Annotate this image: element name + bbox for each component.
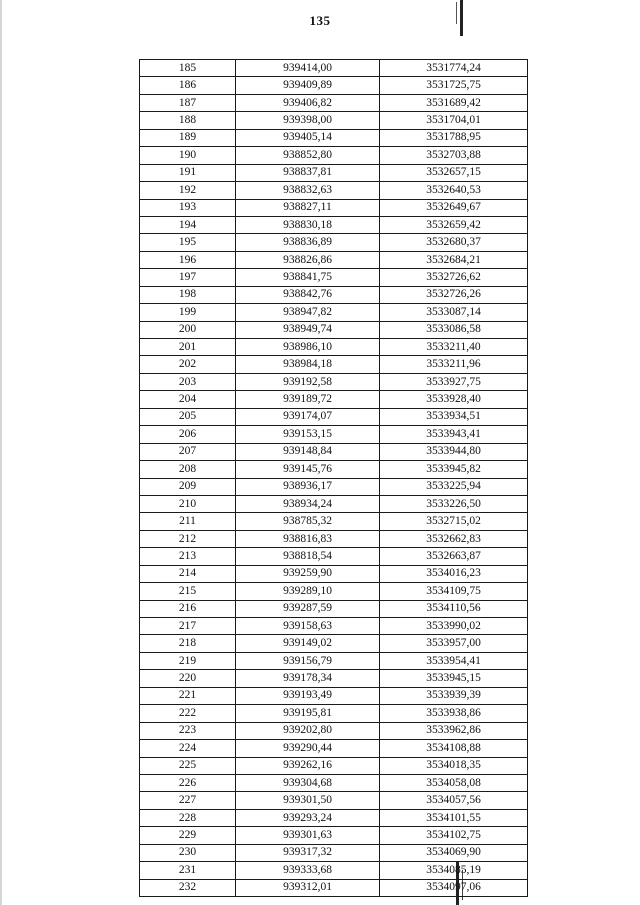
y-coordinate-cell: 3533086,58 — [380, 321, 528, 338]
point-number-cell: 197 — [140, 269, 236, 286]
y-coordinate-cell: 3534057,56 — [380, 792, 528, 809]
table-row — [140, 722, 528, 739]
point-number-cell: 219 — [140, 652, 236, 669]
x-coordinate-cell: 938984,18 — [236, 356, 380, 373]
x-coordinate-cell: 938934,24 — [236, 495, 380, 512]
y-coordinate-cell: 3532726,26 — [380, 286, 528, 303]
x-coordinate-cell: 939409,89 — [236, 77, 380, 94]
table-row — [140, 216, 528, 233]
y-coordinate-cell: 3533954,41 — [380, 652, 528, 669]
point-number-cell: 191 — [140, 164, 236, 181]
x-coordinate-cell: 939193,49 — [236, 687, 380, 704]
point-number-cell: 208 — [140, 461, 236, 478]
table-row — [140, 827, 528, 844]
y-coordinate-cell: 3531689,42 — [380, 94, 528, 111]
y-coordinate-cell: 3533939,39 — [380, 687, 528, 704]
x-coordinate-cell: 938852,80 — [236, 147, 380, 164]
table-row — [140, 844, 528, 861]
table-row — [140, 583, 528, 600]
point-number-cell: 215 — [140, 583, 236, 600]
point-number-cell: 200 — [140, 321, 236, 338]
point-number-cell: 231 — [140, 862, 236, 879]
point-number-cell: 192 — [140, 182, 236, 199]
x-coordinate-cell: 939289,10 — [236, 583, 380, 600]
x-coordinate-cell: 939158,63 — [236, 618, 380, 635]
point-number-cell: 229 — [140, 827, 236, 844]
y-coordinate-cell: 3533938,86 — [380, 705, 528, 722]
x-coordinate-cell: 939312,01 — [236, 879, 380, 896]
table-row — [140, 234, 528, 251]
table-row — [140, 408, 528, 425]
point-number-cell: 220 — [140, 670, 236, 687]
y-coordinate-cell: 3532726,62 — [380, 269, 528, 286]
table-row — [140, 426, 528, 443]
y-coordinate-cell: 3531725,75 — [380, 77, 528, 94]
y-coordinate-cell: 3534101,55 — [380, 809, 528, 826]
point-number-cell: 209 — [140, 478, 236, 495]
point-number-cell: 195 — [140, 234, 236, 251]
table-row — [140, 862, 528, 879]
y-coordinate-cell: 3533211,96 — [380, 356, 528, 373]
coordinates-table-container — [139, 59, 524, 897]
table-row — [140, 94, 528, 111]
point-number-cell: 214 — [140, 565, 236, 582]
point-number-cell: 204 — [140, 391, 236, 408]
y-coordinate-cell: 3533944,80 — [380, 443, 528, 460]
table-row — [140, 565, 528, 582]
point-number-cell: 223 — [140, 722, 236, 739]
table-row — [140, 443, 528, 460]
y-coordinate-cell: 3533945,15 — [380, 670, 528, 687]
table-row — [140, 77, 528, 94]
point-number-cell: 210 — [140, 495, 236, 512]
y-coordinate-cell: 3534102,75 — [380, 827, 528, 844]
table-row — [140, 774, 528, 791]
table-row — [140, 199, 528, 216]
point-number-cell: 218 — [140, 635, 236, 652]
y-coordinate-cell: 3533226,50 — [380, 495, 528, 512]
point-number-cell: 205 — [140, 408, 236, 425]
x-coordinate-cell: 939195,81 — [236, 705, 380, 722]
table-row — [140, 879, 528, 896]
point-number-cell: 216 — [140, 600, 236, 617]
y-coordinate-cell: 3533990,02 — [380, 618, 528, 635]
point-number-cell: 189 — [140, 129, 236, 146]
y-coordinate-cell: 3532703,88 — [380, 147, 528, 164]
x-coordinate-cell: 938827,11 — [236, 199, 380, 216]
y-coordinate-cell: 3532684,21 — [380, 251, 528, 268]
point-number-cell: 199 — [140, 304, 236, 321]
x-coordinate-cell: 938936,17 — [236, 478, 380, 495]
x-coordinate-cell: 939156,79 — [236, 652, 380, 669]
point-number-cell: 198 — [140, 286, 236, 303]
x-coordinate-cell: 939304,68 — [236, 774, 380, 791]
table-row — [140, 513, 528, 530]
x-coordinate-cell: 938949,74 — [236, 321, 380, 338]
x-coordinate-cell: 939406,82 — [236, 94, 380, 111]
x-coordinate-cell: 938832,63 — [236, 182, 380, 199]
x-coordinate-cell: 939301,63 — [236, 827, 380, 844]
y-coordinate-cell: 3533225,94 — [380, 478, 528, 495]
table-row — [140, 530, 528, 547]
x-coordinate-cell: 939317,32 — [236, 844, 380, 861]
table-row — [140, 600, 528, 617]
x-coordinate-cell: 938818,54 — [236, 548, 380, 565]
x-coordinate-cell: 939293,24 — [236, 809, 380, 826]
y-coordinate-cell: 3533927,75 — [380, 373, 528, 390]
table-row — [140, 321, 528, 338]
x-coordinate-cell: 939148,84 — [236, 443, 380, 460]
y-coordinate-cell: 3534085,19 — [380, 862, 528, 879]
table-row — [140, 391, 528, 408]
table-row — [140, 182, 528, 199]
page-number: 135 — [309, 13, 331, 28]
point-number-cell: 225 — [140, 757, 236, 774]
table-row — [140, 548, 528, 565]
point-number-cell: 212 — [140, 530, 236, 547]
y-coordinate-cell: 3531704,01 — [380, 112, 528, 129]
y-coordinate-cell: 3533957,00 — [380, 635, 528, 652]
point-number-cell: 202 — [140, 356, 236, 373]
x-coordinate-cell: 939202,80 — [236, 722, 380, 739]
x-coordinate-cell: 938816,83 — [236, 530, 380, 547]
y-coordinate-cell: 3532663,87 — [380, 548, 528, 565]
y-coordinate-cell: 3533087,14 — [380, 304, 528, 321]
point-number-cell: 221 — [140, 687, 236, 704]
table-row — [140, 286, 528, 303]
point-number-cell: 222 — [140, 705, 236, 722]
point-number-cell: 190 — [140, 147, 236, 164]
x-coordinate-cell: 939153,15 — [236, 426, 380, 443]
y-coordinate-cell: 3532657,15 — [380, 164, 528, 181]
point-number-cell: 217 — [140, 618, 236, 635]
table-row — [140, 269, 528, 286]
x-coordinate-cell: 939301,50 — [236, 792, 380, 809]
point-number-cell: 227 — [140, 792, 236, 809]
table-row — [140, 670, 528, 687]
x-coordinate-cell: 938841,75 — [236, 269, 380, 286]
table-row — [140, 618, 528, 635]
x-coordinate-cell: 939398,00 — [236, 112, 380, 129]
table-row — [140, 478, 528, 495]
y-coordinate-cell: 3534016,23 — [380, 565, 528, 582]
point-number-cell: 196 — [140, 251, 236, 268]
x-coordinate-cell: 939333,68 — [236, 862, 380, 879]
table-row — [140, 356, 528, 373]
table-row — [140, 652, 528, 669]
y-coordinate-cell: 3534097,06 — [380, 879, 528, 896]
table-row — [140, 373, 528, 390]
x-coordinate-cell: 939192,58 — [236, 373, 380, 390]
table-row — [140, 147, 528, 164]
point-number-cell: 188 — [140, 112, 236, 129]
coordinates-table — [139, 59, 528, 897]
x-coordinate-cell: 938837,81 — [236, 164, 380, 181]
y-coordinate-cell: 3532640,53 — [380, 182, 528, 199]
x-coordinate-cell: 939149,02 — [236, 635, 380, 652]
x-coordinate-cell: 939189,72 — [236, 391, 380, 408]
point-number-cell: 194 — [140, 216, 236, 233]
table-row — [140, 304, 528, 321]
y-coordinate-cell: 3534109,75 — [380, 583, 528, 600]
x-coordinate-cell: 938836,89 — [236, 234, 380, 251]
y-coordinate-cell: 3534058,08 — [380, 774, 528, 791]
x-coordinate-cell: 938842,76 — [236, 286, 380, 303]
x-coordinate-cell: 939178,34 — [236, 670, 380, 687]
x-coordinate-cell: 939145,76 — [236, 461, 380, 478]
table-row — [140, 757, 528, 774]
y-coordinate-cell: 3532680,37 — [380, 234, 528, 251]
x-coordinate-cell: 939290,44 — [236, 740, 380, 757]
x-coordinate-cell: 938785,32 — [236, 513, 380, 530]
y-coordinate-cell: 3533943,41 — [380, 426, 528, 443]
x-coordinate-cell: 938830,18 — [236, 216, 380, 233]
coordinates-table-body — [140, 60, 528, 897]
point-number-cell: 226 — [140, 774, 236, 791]
y-coordinate-cell: 3534108,88 — [380, 740, 528, 757]
x-coordinate-cell: 938826,86 — [236, 251, 380, 268]
x-coordinate-cell: 939414,00 — [236, 60, 380, 77]
table-row — [140, 792, 528, 809]
table-row — [140, 60, 528, 77]
point-number-cell: 187 — [140, 94, 236, 111]
point-number-cell: 185 — [140, 60, 236, 77]
y-coordinate-cell: 3533934,51 — [380, 408, 528, 425]
table-row — [140, 740, 528, 757]
y-coordinate-cell: 3532662,83 — [380, 530, 528, 547]
point-number-cell: 232 — [140, 879, 236, 896]
x-coordinate-cell: 938947,82 — [236, 304, 380, 321]
table-row — [140, 339, 528, 356]
point-number-cell: 224 — [140, 740, 236, 757]
y-coordinate-cell: 3531774,24 — [380, 60, 528, 77]
table-row — [140, 112, 528, 129]
point-number-cell: 201 — [140, 339, 236, 356]
table-row — [140, 809, 528, 826]
y-coordinate-cell: 3533962,86 — [380, 722, 528, 739]
y-coordinate-cell: 3534069,90 — [380, 844, 528, 861]
point-number-cell: 203 — [140, 373, 236, 390]
point-number-cell: 206 — [140, 426, 236, 443]
table-row — [140, 687, 528, 704]
y-coordinate-cell: 3533211,40 — [380, 339, 528, 356]
x-coordinate-cell: 939259,90 — [236, 565, 380, 582]
table-row — [140, 635, 528, 652]
point-number-cell: 211 — [140, 513, 236, 530]
point-number-cell: 186 — [140, 77, 236, 94]
point-number-cell: 228 — [140, 809, 236, 826]
point-number-cell: 213 — [140, 548, 236, 565]
y-coordinate-cell: 3533945,82 — [380, 461, 528, 478]
x-coordinate-cell: 939262,16 — [236, 757, 380, 774]
y-coordinate-cell: 3532659,42 — [380, 216, 528, 233]
y-coordinate-cell: 3533928,40 — [380, 391, 528, 408]
point-number-cell: 230 — [140, 844, 236, 861]
x-coordinate-cell: 938986,10 — [236, 339, 380, 356]
table-row — [140, 461, 528, 478]
table-row — [140, 705, 528, 722]
table-row — [140, 164, 528, 181]
table-row — [140, 251, 528, 268]
point-number-cell: 207 — [140, 443, 236, 460]
scan-left-edge — [0, 0, 2, 905]
table-row — [140, 129, 528, 146]
y-coordinate-cell: 3532715,02 — [380, 513, 528, 530]
x-coordinate-cell: 939174,07 — [236, 408, 380, 425]
x-coordinate-cell: 939287,59 — [236, 600, 380, 617]
point-number-cell: 193 — [140, 199, 236, 216]
table-row — [140, 495, 528, 512]
y-coordinate-cell: 3534110,56 — [380, 600, 528, 617]
x-coordinate-cell: 939405,14 — [236, 129, 380, 146]
y-coordinate-cell: 3534018,35 — [380, 757, 528, 774]
y-coordinate-cell: 3531788,95 — [380, 129, 528, 146]
y-coordinate-cell: 3532649,67 — [380, 199, 528, 216]
